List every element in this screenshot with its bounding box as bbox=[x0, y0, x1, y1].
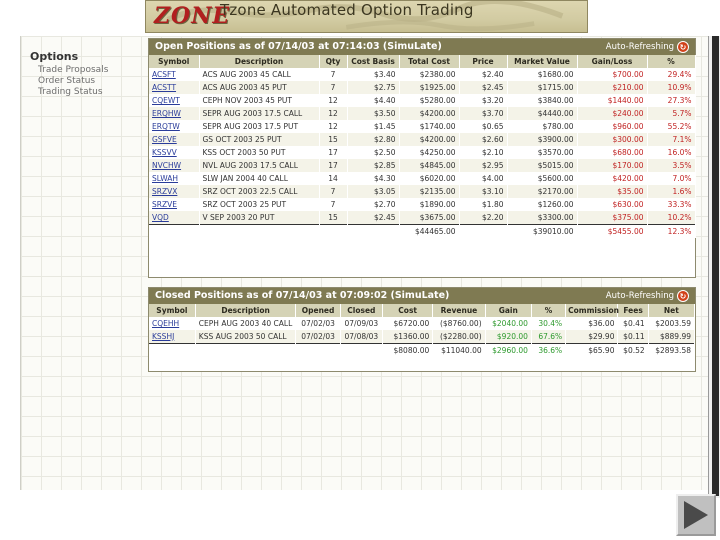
app-title: Tzone Automated Option Trading bbox=[220, 1, 474, 19]
table-cell: $2135.00 bbox=[399, 185, 459, 198]
table-cell: 5.7% bbox=[647, 107, 695, 120]
table-cell: 12 bbox=[319, 107, 347, 120]
table-cell: $2.80 bbox=[347, 133, 399, 146]
total-revenue: $11040.00 bbox=[433, 343, 485, 357]
total-pct: 12.3% bbox=[647, 224, 695, 238]
table-cell: $3300.00 bbox=[507, 211, 577, 224]
table-cell: 07/09/03 bbox=[340, 317, 382, 330]
table-row bbox=[149, 146, 695, 159]
scrollbar[interactable] bbox=[712, 36, 719, 496]
table-cell: SRZ OCT 2003 25 PUT bbox=[199, 198, 319, 211]
table-cell: 29.4% bbox=[647, 68, 695, 81]
symbol-link[interactable]: CQEWT bbox=[149, 94, 199, 107]
table-cell: $210.00 bbox=[577, 81, 647, 94]
table-cell bbox=[195, 343, 296, 357]
closed-positions-title: Closed Positions as of 07/14/03 at 07:09:02 (SimuLate) bbox=[155, 290, 450, 301]
table-cell: 07/02/03 bbox=[296, 330, 340, 343]
column-header: % bbox=[647, 55, 695, 68]
table-cell bbox=[347, 224, 399, 238]
table-cell: 12 bbox=[319, 120, 347, 133]
table-cell: $2040.00 bbox=[485, 317, 531, 330]
window-edge bbox=[708, 36, 720, 498]
symbol-link[interactable]: SRZVX bbox=[149, 185, 199, 198]
table-cell: $240.00 bbox=[577, 107, 647, 120]
table-cell: $29.90 bbox=[566, 330, 618, 343]
table-cell: V SEP 2003 20 PUT bbox=[199, 211, 319, 224]
top-banner bbox=[145, 0, 588, 33]
column-header: Cost Basis bbox=[347, 55, 399, 68]
table-cell: $4200.00 bbox=[399, 107, 459, 120]
total-commission: $65.90 bbox=[566, 343, 618, 357]
table-cell: $920.00 bbox=[485, 330, 531, 343]
table-cell: 12 bbox=[319, 94, 347, 107]
table-cell: 7 bbox=[319, 185, 347, 198]
auto-refresh-toggle[interactable] bbox=[606, 290, 689, 302]
table-cell: $3.40 bbox=[347, 68, 399, 81]
table-cell: $4440.00 bbox=[507, 107, 577, 120]
symbol-link[interactable]: KSSHJ bbox=[149, 330, 195, 343]
table-cell: $1740.00 bbox=[399, 120, 459, 133]
sidebar-item-trading-status[interactable]: Trading Status bbox=[38, 87, 103, 97]
column-header: Fees bbox=[618, 304, 648, 317]
refresh-icon[interactable]: ↻ bbox=[677, 41, 689, 53]
symbol-link[interactable]: SRZVE bbox=[149, 198, 199, 211]
table-cell: $6720.00 bbox=[382, 317, 432, 330]
table-row bbox=[149, 185, 695, 198]
sidebar-heading: Options bbox=[30, 50, 79, 63]
table-cell: SLW JAN 2004 40 CALL bbox=[199, 172, 319, 185]
table-cell: $375.00 bbox=[577, 211, 647, 224]
table-cell: $4.30 bbox=[347, 172, 399, 185]
zone-logo: ZONE bbox=[154, 3, 231, 29]
auto-refresh-toggle[interactable] bbox=[606, 41, 689, 53]
table-cell: SEPR AUG 2003 17.5 PUT bbox=[199, 120, 319, 133]
auto-refresh-label: Auto-Refreshing bbox=[605, 42, 674, 52]
closed-positions-panel bbox=[148, 287, 696, 372]
table-cell: $1.80 bbox=[459, 198, 507, 211]
table-cell: $2.70 bbox=[347, 198, 399, 211]
table-cell: $3570.00 bbox=[507, 146, 577, 159]
table-cell: $36.00 bbox=[566, 317, 618, 330]
open-positions-title: Open Positions as of 07/14/03 at 07:14:03 (SimuLate) bbox=[155, 41, 442, 52]
table-cell: 15 bbox=[319, 211, 347, 224]
table-cell: $5015.00 bbox=[507, 159, 577, 172]
table-cell: $780.00 bbox=[507, 120, 577, 133]
table-cell: SRZ OCT 2003 22.5 CALL bbox=[199, 185, 319, 198]
table-cell: $3.70 bbox=[459, 107, 507, 120]
column-header: Gain/Loss bbox=[577, 55, 647, 68]
column-header: Revenue bbox=[433, 304, 485, 317]
column-header: Symbol bbox=[149, 304, 195, 317]
symbol-link[interactable]: ERQTW bbox=[149, 120, 199, 133]
column-header: Description bbox=[195, 304, 296, 317]
symbol-link[interactable]: CQEHH bbox=[149, 317, 195, 330]
table-cell: 10.9% bbox=[647, 81, 695, 94]
totals-row bbox=[149, 224, 695, 238]
table-cell: GS OCT 2003 25 PUT bbox=[199, 133, 319, 146]
table-cell: CEPH NOV 2003 45 PUT bbox=[199, 94, 319, 107]
table-cell: KSS OCT 2003 50 PUT bbox=[199, 146, 319, 159]
table-cell: $4.00 bbox=[459, 172, 507, 185]
next-slide-button[interactable] bbox=[676, 494, 716, 536]
table-row bbox=[149, 94, 695, 107]
table-cell bbox=[149, 224, 199, 238]
table-cell: $2.20 bbox=[459, 211, 507, 224]
table-cell: $2.10 bbox=[459, 146, 507, 159]
table-cell: 07/02/03 bbox=[296, 317, 340, 330]
column-header: Qty bbox=[319, 55, 347, 68]
table-cell: $630.00 bbox=[577, 198, 647, 211]
total-total-cost: $44465.00 bbox=[399, 224, 459, 238]
table-row bbox=[149, 317, 695, 330]
table-cell: 67.6% bbox=[531, 330, 565, 343]
table-cell: CEPH AUG 2003 40 CALL bbox=[195, 317, 296, 330]
sidebar-item-trade-proposals[interactable]: Trade Proposals bbox=[38, 65, 109, 75]
table-cell: ($2280.00) bbox=[433, 330, 485, 343]
column-header: Description bbox=[199, 55, 319, 68]
total-fees: $0.52 bbox=[618, 343, 648, 357]
closed-positions-header bbox=[149, 288, 695, 304]
table-cell: $0.65 bbox=[459, 120, 507, 133]
open-positions-header bbox=[149, 39, 695, 55]
table-cell: KSS AUG 2003 50 CALL bbox=[195, 330, 296, 343]
table-cell: $1260.00 bbox=[507, 198, 577, 211]
open-positions-table bbox=[149, 55, 696, 238]
table-cell: ACS AUG 2003 45 CALL bbox=[199, 68, 319, 81]
total-gain: $2960.00 bbox=[485, 343, 531, 357]
table-cell: $889.99 bbox=[648, 330, 694, 343]
column-header: Market Value bbox=[507, 55, 577, 68]
table-cell: 7 bbox=[319, 68, 347, 81]
table-cell: $1890.00 bbox=[399, 198, 459, 211]
table-cell: 14 bbox=[319, 172, 347, 185]
table-row bbox=[149, 81, 695, 94]
table-cell: $4.40 bbox=[347, 94, 399, 107]
table-cell: $2.40 bbox=[459, 68, 507, 81]
table-cell: $3.50 bbox=[347, 107, 399, 120]
table-cell: 17 bbox=[319, 146, 347, 159]
table-cell: $2.85 bbox=[347, 159, 399, 172]
table-cell: $420.00 bbox=[577, 172, 647, 185]
table-cell: 55.2% bbox=[647, 120, 695, 133]
refresh-icon[interactable]: ↻ bbox=[677, 290, 689, 302]
totals-row bbox=[149, 343, 695, 357]
table-row bbox=[149, 120, 695, 133]
table-cell bbox=[319, 224, 347, 238]
table-cell: 17 bbox=[319, 159, 347, 172]
symbol-link[interactable]: VQD bbox=[149, 211, 199, 224]
total-market-value: $39010.00 bbox=[507, 224, 577, 238]
table-cell: $2.60 bbox=[459, 133, 507, 146]
table-cell: $1715.00 bbox=[507, 81, 577, 94]
table-cell: 7.0% bbox=[647, 172, 695, 185]
table-cell: $3840.00 bbox=[507, 94, 577, 107]
symbol-link[interactable]: ACSTT bbox=[149, 81, 199, 94]
table-cell: 16.0% bbox=[647, 146, 695, 159]
column-header: Net bbox=[648, 304, 694, 317]
table-cell: 1.6% bbox=[647, 185, 695, 198]
symbol-link[interactable]: ERQHW bbox=[149, 107, 199, 120]
table-row bbox=[149, 211, 695, 224]
column-header: Opened bbox=[296, 304, 340, 317]
total-cost: $8080.00 bbox=[382, 343, 432, 357]
table-cell bbox=[459, 224, 507, 238]
table-row bbox=[149, 133, 695, 146]
column-header: Gain bbox=[485, 304, 531, 317]
table-cell: $1.45 bbox=[347, 120, 399, 133]
table-row bbox=[149, 198, 695, 211]
table-row bbox=[149, 172, 695, 185]
total-pct: 36.6% bbox=[531, 343, 565, 357]
column-header: Commission bbox=[566, 304, 618, 317]
column-header: % bbox=[531, 304, 565, 317]
table-cell: $1680.00 bbox=[507, 68, 577, 81]
table-cell: ($8760.00) bbox=[433, 317, 485, 330]
table-cell: $960.00 bbox=[577, 120, 647, 133]
table-row bbox=[149, 159, 695, 172]
column-header: Symbol bbox=[149, 55, 199, 68]
table-cell bbox=[199, 224, 319, 238]
table-cell: $2380.00 bbox=[399, 68, 459, 81]
symbol-link[interactable]: ACSFT bbox=[149, 68, 199, 81]
table-cell: $4250.00 bbox=[399, 146, 459, 159]
table-cell: 7 bbox=[319, 81, 347, 94]
table-cell: ACS AUG 2003 45 PUT bbox=[199, 81, 319, 94]
auto-refresh-label: Auto-Refreshing bbox=[605, 291, 674, 301]
table-cell: 27.3% bbox=[647, 94, 695, 107]
table-cell: $3.10 bbox=[459, 185, 507, 198]
open-positions-panel bbox=[148, 38, 696, 278]
table-cell bbox=[340, 343, 382, 357]
table-cell: $2.75 bbox=[347, 81, 399, 94]
symbol-link[interactable]: KSSVV bbox=[149, 146, 199, 159]
table-cell: 07/08/03 bbox=[340, 330, 382, 343]
table-cell: $2.45 bbox=[459, 81, 507, 94]
symbol-link[interactable]: GSFVE bbox=[149, 133, 199, 146]
table-cell: $3.05 bbox=[347, 185, 399, 198]
sidebar-item-order-status[interactable]: Order Status bbox=[38, 76, 96, 86]
column-header: Closed bbox=[340, 304, 382, 317]
table-cell: $700.00 bbox=[577, 68, 647, 81]
table-cell: $0.41 bbox=[618, 317, 648, 330]
table-cell: 10.2% bbox=[647, 211, 695, 224]
table-cell: $2.50 bbox=[347, 146, 399, 159]
table-row bbox=[149, 68, 695, 81]
table-cell: $3675.00 bbox=[399, 211, 459, 224]
table-cell: $6020.00 bbox=[399, 172, 459, 185]
table-cell: 3.5% bbox=[647, 159, 695, 172]
table-cell: 15 bbox=[319, 133, 347, 146]
total-gain-loss: $5455.00 bbox=[577, 224, 647, 238]
table-cell: $300.00 bbox=[577, 133, 647, 146]
table-cell: $0.11 bbox=[618, 330, 648, 343]
table-cell: $1440.00 bbox=[577, 94, 647, 107]
total-net: $2893.58 bbox=[648, 343, 694, 357]
play-arrow-icon bbox=[684, 501, 708, 529]
table-cell: 30.4% bbox=[531, 317, 565, 330]
column-header: Price bbox=[459, 55, 507, 68]
table-cell: $1360.00 bbox=[382, 330, 432, 343]
table-cell: $4845.00 bbox=[399, 159, 459, 172]
table-cell: 33.3% bbox=[647, 198, 695, 211]
table-cell: $35.00 bbox=[577, 185, 647, 198]
sidebar bbox=[30, 50, 142, 98]
table-cell: SEPR AUG 2003 17.5 CALL bbox=[199, 107, 319, 120]
table-cell: $2170.00 bbox=[507, 185, 577, 198]
table-cell: $5600.00 bbox=[507, 172, 577, 185]
table-cell: $2.95 bbox=[459, 159, 507, 172]
column-header: Cost bbox=[382, 304, 432, 317]
table-cell bbox=[296, 343, 340, 357]
symbol-link[interactable]: NVCHW bbox=[149, 159, 199, 172]
column-header: Total Cost bbox=[399, 55, 459, 68]
table-cell: $3.20 bbox=[459, 94, 507, 107]
table-cell: $5280.00 bbox=[399, 94, 459, 107]
table-cell: $1925.00 bbox=[399, 81, 459, 94]
table-cell: $2003.59 bbox=[648, 317, 694, 330]
table-cell: $4200.00 bbox=[399, 133, 459, 146]
table-row bbox=[149, 330, 695, 343]
table-cell bbox=[149, 343, 195, 357]
symbol-link[interactable]: SLWAH bbox=[149, 172, 199, 185]
table-cell: 7 bbox=[319, 198, 347, 211]
table-cell: $170.00 bbox=[577, 159, 647, 172]
closed-positions-table bbox=[149, 304, 695, 357]
table-cell: NVL AUG 2003 17.5 CALL bbox=[199, 159, 319, 172]
table-cell: $680.00 bbox=[577, 146, 647, 159]
table-cell: $2.45 bbox=[347, 211, 399, 224]
table-cell: 7.1% bbox=[647, 133, 695, 146]
table-cell: $3900.00 bbox=[507, 133, 577, 146]
table-row bbox=[149, 107, 695, 120]
